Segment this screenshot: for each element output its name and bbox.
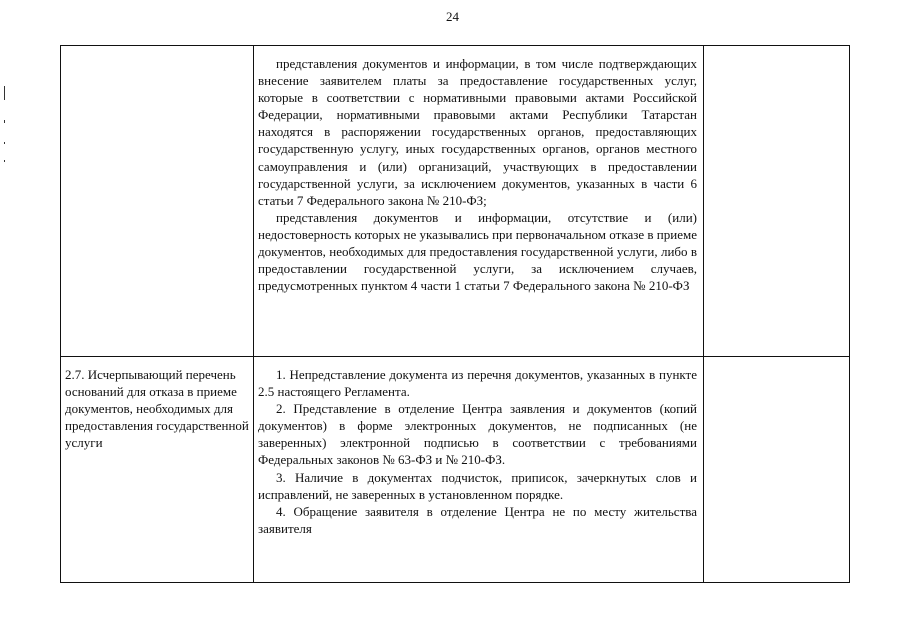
- content-paragraph: представления документов и информации, отсутствие и (или) недостоверность которых не указывались при первоначальном отказе в приеме документов, необходимых для предоставления государственной услуги, либо в предоставлении государственной услуги, за исключением случаев, предусмотренных пунктом 4 части 1 статьи 7 Федерального закона № 210-ФЗ: [258, 209, 697, 294]
- regulation-table: [60, 45, 850, 583]
- content-paragraph: представления документов и информации, в том числе подтверждающих внесение заявителем платы за предоставление государственных услуг, которые в соответствии с нормативными правовыми актами Российской Федерации, нормативными правовыми актами Республики Татарстан находятся в распоряжении государственных органов, предоставляющих государственную услугу, иных государственных органов, органов местного самоуправления и (или) организаций, участвующих в предоставлении государственной услуги, за исключением документов, указанных в части 6 статьи 7 Федерального закона № 210-ФЗ;: [258, 56, 697, 208]
- table-row: [61, 46, 850, 357]
- content-paragraph: 2. Представление в отделение Центра заявления и документов (копий документов) в форме электронных документов, не подписанных (не заверенных) электронной подписью в соответствии с требованиями Федеральных законов № 63-ФЗ и № 210-ФЗ.: [258, 401, 697, 468]
- content-cell: [254, 46, 704, 357]
- page-number: 24: [446, 9, 459, 24]
- content-paragraph: 4. Обращение заявителя в отделение Центра не по месту жительства заявителя: [258, 503, 697, 536]
- reference-cell: [704, 357, 850, 583]
- table-row: [61, 357, 850, 583]
- content-cell: [254, 357, 704, 583]
- reference-cell: [704, 46, 850, 357]
- section-title-cell: [61, 46, 254, 357]
- section-title-cell: [61, 357, 254, 583]
- content-paragraph: 3. Наличие в документах подчисток, приписок, зачеркнутых слов и исправлений, не заверенных в установленном порядке.: [258, 469, 697, 502]
- section-title: 2.7. Исчерпывающий перечень оснований для отказа в приеме документов, необходимых для предоставления государственной услуги: [65, 367, 249, 451]
- content-paragraph: 1. Непредставление документа из перечня документов, указанных в пункте 2.5 настоящего Регламента.: [258, 367, 697, 400]
- scan-artifact-marks: [4, 86, 10, 166]
